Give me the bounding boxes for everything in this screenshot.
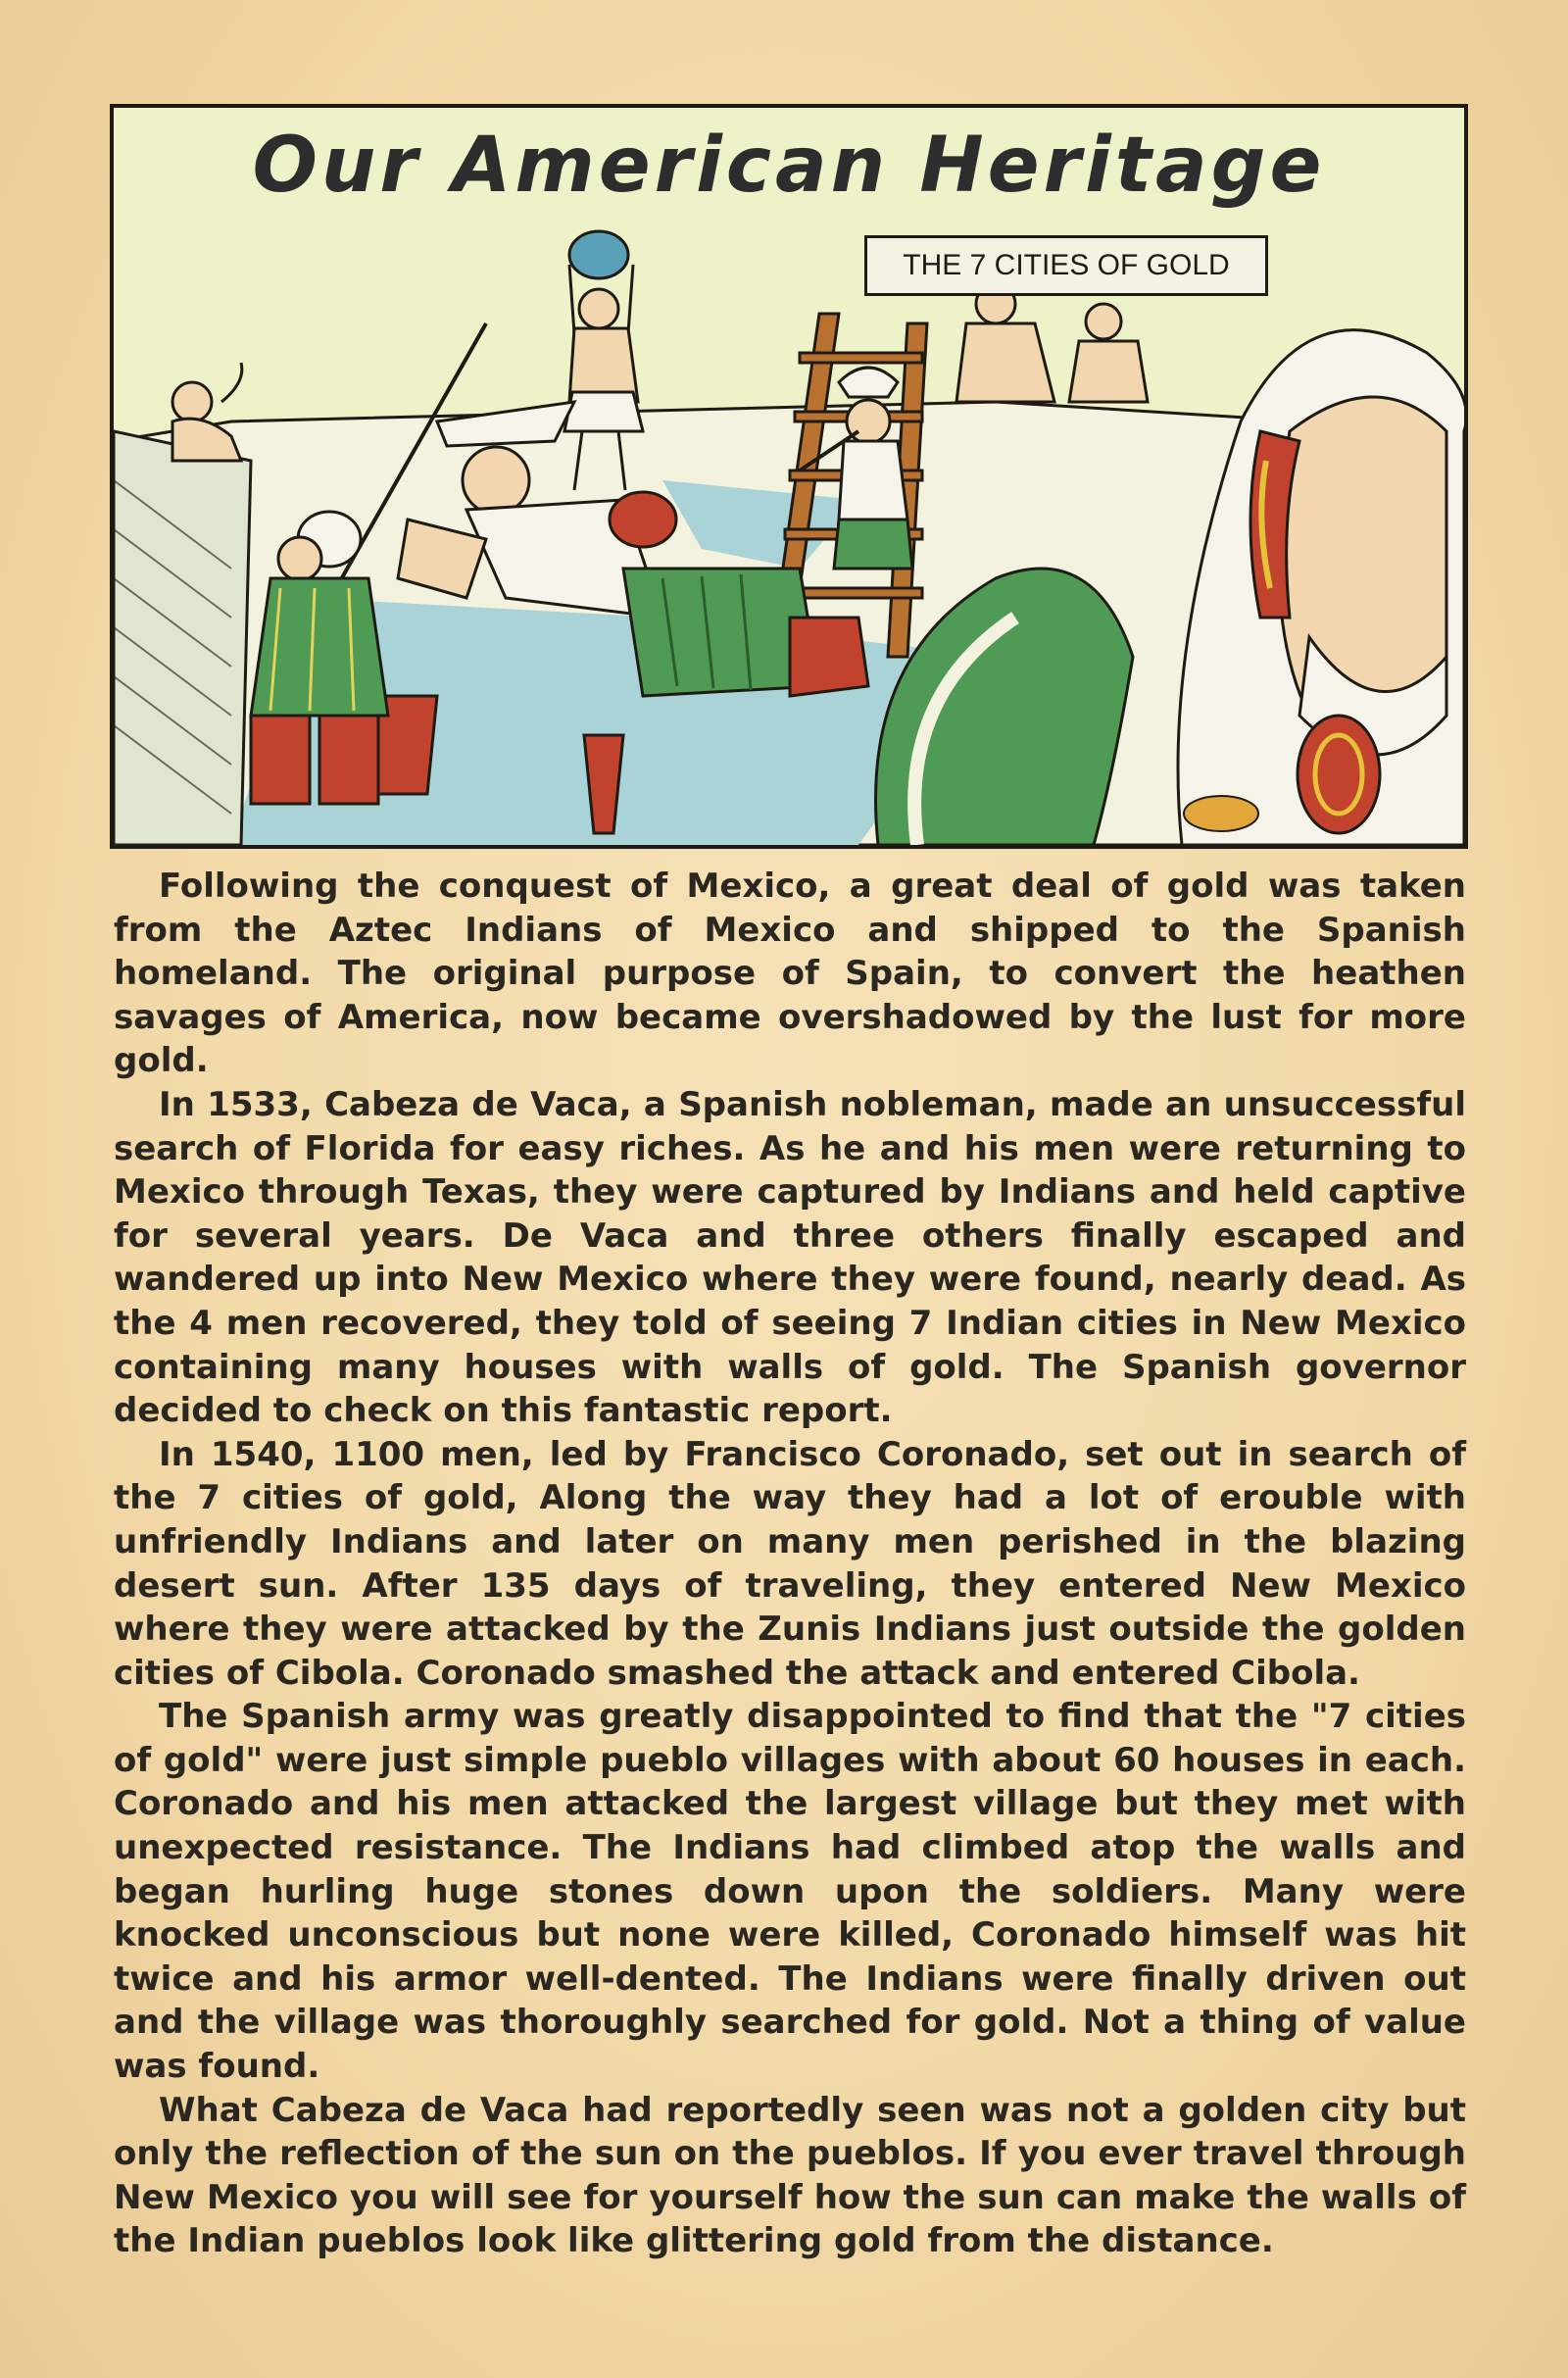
page-title: Our American Heritage [252,122,1326,210]
story-title: THE 7 CITIES OF GOLD [903,249,1230,281]
paragraph-3: In 1540, 1100 men, led by Francisco Coronado, set out in search of the 7 cities of gold, Along the way they had a lot of erouble with unfriendly Indians and later on many men perished in the blazing desert sun. After 135 days of traveling, they entered New Mexico where they were attacked by the Zunis Indians just outside the golden cities of Cibola. Coronado smashed the attack and entered Cibola. [114,1434,1466,1693]
paragraph-1: Following the conquest of Mexico, a great deal of gold was taken from the Aztec Indians of Mexico and shipped to the Spanish homeland. The original purpose of Spain, to convert the heathen savages of America, now became overshadowed by the lust for more gold. [114,867,1466,1081]
paragraph-5: What Cabeza de Vaca had reportedly seen was not a golden city but only the reflection of the sun on the pueblos. If you ever travel through New Mexico you will see for yourself how the sun can make the walls of the Indian pueblos look like glittering gold from the distance. [114,2090,1466,2261]
left-wall [114,431,251,845]
illustration-panel [110,104,1468,849]
article-body [114,865,1466,2263]
battle-illustration [114,108,1464,845]
story-title-box [864,235,1268,296]
paragraph-4: The Spanish army was greatly disappointed to find that the "7 cities of gold" were just simple pueblo villages with about 60 houses in each. Coronado and his men attacked the largest village but they met with unexpected resistance. The Indians had climbed atop the walls and began hurling huge stones down upon the soldiers. Many were knocked unconscious but none were killed, Coronado himself was hit twice and his armor well-dented. The Indians were finally driven out and the village was thoroughly searched for gold. Not a thing of value was found. [114,1697,1466,2087]
gold-pile [1184,796,1258,831]
paragraph-2: In 1533, Cabeza de Vaca, a Spanish nobleman, made an unsuccessful search of Florida for easy riches. As he and his men were returning to Mexico through Texas, they were captured by Indians and held captive for several years. De Vaca and three others finally escaped and wandered up into New Mexico where they were found, nearly dead. As the 4 men recovered, they told of seeing 7 Indian cities in New Mexico containing many houses with walls of gold. The Spanish governor decided to check on this fantastic report. [114,1084,1466,1431]
